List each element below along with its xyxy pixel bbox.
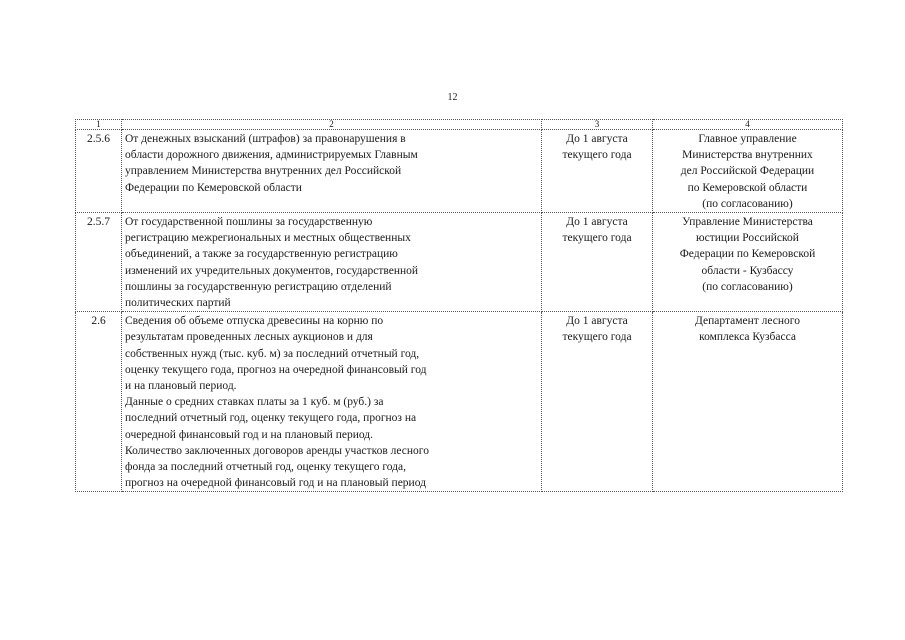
agency-line: (по согласованию) <box>702 197 793 210</box>
deadline-line: текущего года <box>562 232 632 245</box>
row-deadline <box>542 213 653 312</box>
description-line: области дорожного движения, администрируемых Главным <box>125 149 418 162</box>
agency-line: юстиции Российской <box>696 232 799 245</box>
column-header-4: 4 <box>653 120 843 130</box>
agency-line: Управление Министерства <box>682 216 813 229</box>
column-header-1: 1 <box>76 120 122 130</box>
description-line: управлением Министерства внутренних дел Российской <box>125 165 402 178</box>
page-number: 12 <box>447 92 458 103</box>
description-line: От денежных взысканий (штрафов) за правонарушения в <box>125 133 406 145</box>
description-line: и на плановый период. <box>125 380 237 393</box>
agency-line: Главное управление <box>698 133 797 145</box>
description-line: политических партий <box>125 297 231 310</box>
agency-line: Департамент лесного <box>695 315 800 328</box>
row-deadline <box>542 312 653 492</box>
deadline-line: До 1 августа <box>566 216 628 229</box>
row-deadline <box>542 130 653 213</box>
column-header-2: 2 <box>122 120 542 130</box>
agency-line: комплекса Кузбасса <box>699 331 796 344</box>
description-line: пошлины за государственную регистрацию отделений <box>125 280 392 293</box>
description-line: последний отчетный год, оценку текущего года, прогноз на <box>125 412 417 425</box>
description-line: регистрацию межрегиональных и местных общественных <box>125 232 411 245</box>
description-line: Данные о средних ставках платы за 1 куб. м (руб.) за <box>125 396 384 409</box>
deadline-line: До 1 августа <box>566 133 628 145</box>
column-header-3: 3 <box>542 120 653 130</box>
description-line: Сведения об объеме отпуска древесины на корню по <box>125 315 384 328</box>
deadline-line: текущего года <box>562 149 632 162</box>
row-description <box>122 130 542 213</box>
row-agency <box>653 312 843 492</box>
table-row <box>76 130 843 213</box>
table-row <box>76 312 843 492</box>
description-line: объединений, а также за государственную регистрацию <box>125 248 398 261</box>
description-line: фонда за последний отчетный год, оценку текущего года, <box>125 461 406 474</box>
description-line: изменений их учредительных документов, государственной <box>125 264 419 277</box>
row-description <box>122 312 542 492</box>
row-agency <box>653 213 843 312</box>
deadline-line: До 1 августа <box>566 315 628 328</box>
document-table <box>75 119 843 492</box>
description-line: От государственной пошлины за государственную <box>125 216 373 229</box>
description-line: оценку текущего года, прогноз на очередной финансовый год <box>125 363 427 376</box>
agency-line: (по согласованию) <box>702 280 793 293</box>
description-line: Федерации по Кемеровской области <box>125 181 302 194</box>
description-line: Количество заключенных договоров аренды участков лесного <box>125 444 429 457</box>
agency-line: Федерации по Кемеровской <box>679 248 816 261</box>
description-line: очередной финансовый год и на плановый период. <box>125 428 374 441</box>
agency-line: дел Российской Федерации <box>680 165 815 178</box>
row-number: 2.5.6 <box>76 130 122 213</box>
agency-line: области - Кузбассу <box>701 264 794 277</box>
agency-line: Министерства внутренних <box>682 149 813 162</box>
agency-line: по Кемеровской области <box>687 181 808 194</box>
description-line: собственных нужд (тыс. куб. м) за последний отчетный год, <box>125 347 420 360</box>
row-description <box>122 213 542 312</box>
row-number: 2.6 <box>76 312 122 492</box>
description-line: прогноз на очередной финансовый год и на плановый период <box>125 477 426 490</box>
deadline-line: текущего года <box>562 331 632 344</box>
table-row <box>76 213 843 312</box>
description-line: результатам проведенных лесных аукционов и для <box>125 331 373 344</box>
row-number: 2.5.7 <box>76 213 122 312</box>
table-header-row <box>76 120 843 130</box>
row-agency <box>653 130 843 213</box>
